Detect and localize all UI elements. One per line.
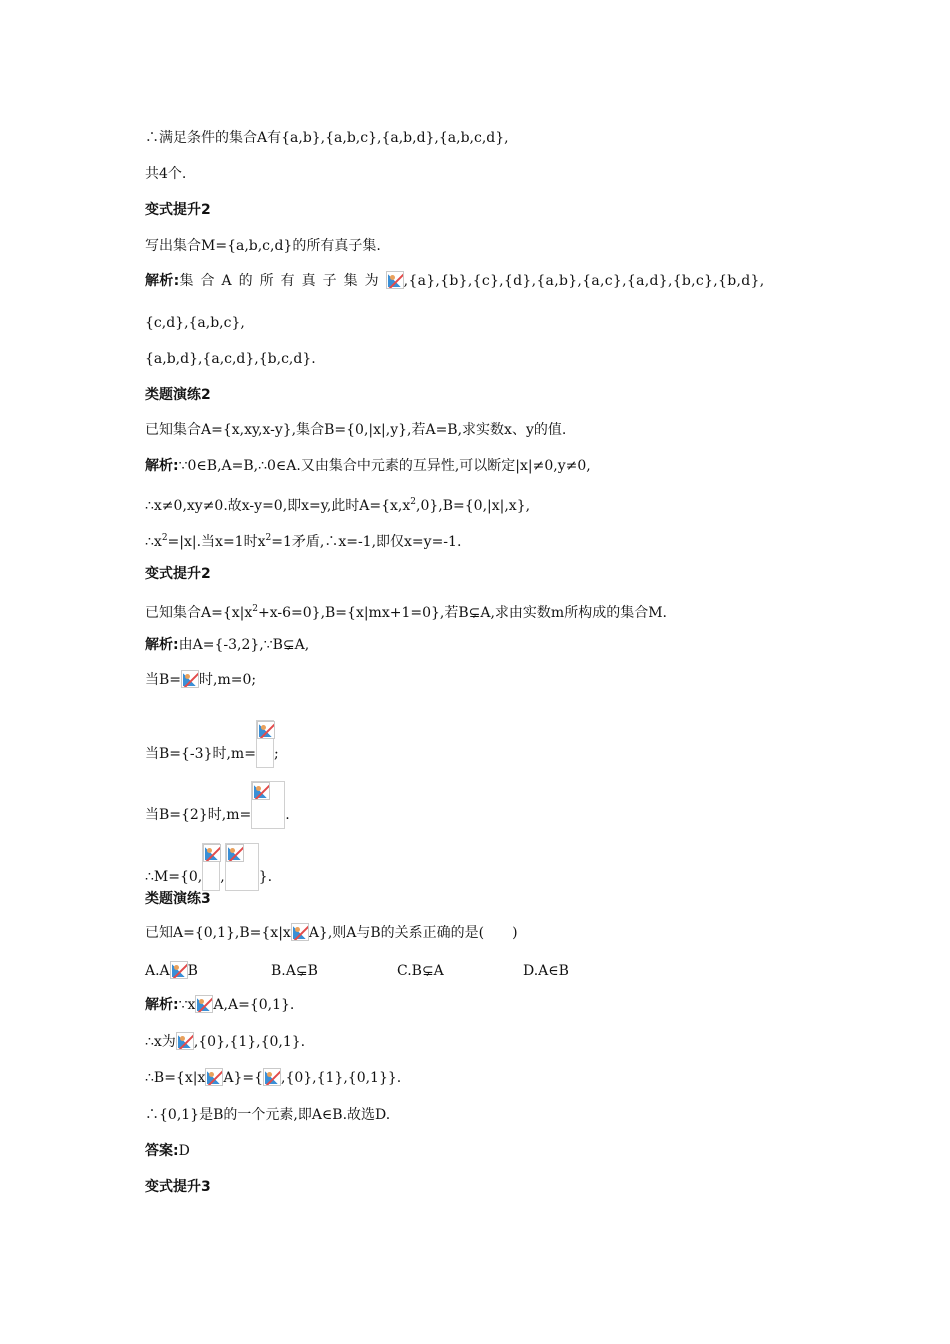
text-line [145, 923, 518, 943]
broken-image-icon [195, 995, 213, 1013]
line-text: ∴x [145, 534, 162, 550]
answer-value: D [178, 1143, 190, 1159]
section-heading: 变式提升3 [145, 1179, 211, 1195]
text-line [145, 420, 566, 440]
fraction-image-placeholder [256, 720, 274, 768]
line-text: {c,d},{a,b,c}, [145, 315, 245, 331]
text-line [145, 164, 186, 184]
broken-image-icon [205, 1068, 223, 1086]
text-line [145, 599, 667, 623]
option-c: C.B⊊A [397, 963, 444, 979]
line-text: ∴满足条件的集合A有{a,b},{a,b,c},{a,b,d},{a,b,c,d}, [145, 130, 509, 146]
section-heading: 变式提升2 [145, 202, 211, 218]
text-line [145, 1105, 390, 1125]
text-line [145, 781, 290, 829]
line-text: 当B={-3}时,m= [145, 746, 256, 762]
line-text: 已知集合A={x|x [145, 605, 253, 621]
option-text: A.A [145, 963, 170, 979]
solution-label: 解析: [145, 637, 179, 653]
line-text: 写出集合M={a,b,c,d}的所有真子集. [145, 238, 381, 254]
line-text: A},则A与B的关系正确的是( ) [308, 925, 518, 941]
line-text: =1矛盾,∴x=-1,即仅x=y=-1. [271, 534, 462, 550]
line-text: 已知A={0,1},B={x|x [145, 925, 291, 941]
section-heading: 类题演练3 [145, 891, 211, 907]
line-text: ∴{0,1}是B的一个元素,即A∈B.故选D. [145, 1107, 391, 1123]
broken-image-icon [181, 670, 199, 688]
line-text: 当B= [145, 672, 182, 688]
text-line [145, 349, 316, 369]
line-text: 由A={-3,2},∵B⊊A, [178, 637, 310, 653]
text-line [145, 720, 279, 768]
line-text: ∵x [178, 997, 196, 1013]
solution-label: 解析: [145, 458, 179, 474]
text-line [145, 492, 530, 516]
answer-label: 答案: [145, 1143, 179, 1159]
fraction-image-placeholder [251, 781, 285, 829]
line-text: ,{0},{1},{0,1}. [193, 1034, 306, 1050]
line-text: ; [273, 746, 279, 762]
superscript: 2 [410, 497, 417, 507]
option-a [145, 961, 198, 981]
line-text: A}={ [223, 1070, 263, 1086]
broken-image-icon [226, 844, 244, 862]
text-line [145, 313, 245, 333]
superscript: 2 [252, 604, 258, 614]
line-text: ∴B={x|x [145, 1070, 206, 1086]
broken-image-icon [263, 1068, 281, 1086]
text-line [145, 1068, 401, 1088]
line-text: ∵0∈B,A=B,∴0∈A.又由集合中元素的互异性,可以断定|x|≠0,y≠0, [178, 458, 591, 474]
fraction-image-placeholder [202, 843, 220, 891]
solution-line [145, 271, 764, 291]
option-b: B.A⊊B [271, 963, 318, 979]
line-text: . [285, 807, 290, 823]
line-text: 当B={2}时,m= [145, 807, 252, 823]
option-text: B [187, 963, 198, 979]
line-text: 时,m=0; [199, 672, 257, 688]
text-line [145, 236, 381, 256]
broken-image-icon [203, 844, 221, 862]
solution-line [145, 995, 294, 1015]
line-text: ,{a},{b},{c},{d},{a,b},{a,c},{a,d},{b,c},{b,d}, [403, 273, 765, 289]
line-text: ∴M={0, [145, 869, 203, 885]
broken-image-icon [176, 1032, 194, 1050]
text-line [145, 128, 509, 148]
line-text: 集合A的所有真子集为 [179, 273, 386, 289]
line-text: {a,b,d},{a,c,d},{b,c,d}. [145, 351, 316, 367]
line-text: =|x|.当x=1时x [167, 534, 266, 550]
line-text: 已知集合A={x,xy,x-y},集合B={0,|x|,y},若A=B,求实数x、y的值. [145, 422, 567, 438]
line-text: }. [258, 869, 273, 885]
text-line [145, 528, 461, 552]
line-text: ∴x为 [145, 1034, 176, 1050]
line-text: +x-6=0},B={x|mx+1=0},若B⊊A,求由实数m所构成的集合M. [258, 605, 667, 621]
broken-image-icon [257, 721, 275, 739]
line-text: , [220, 869, 225, 885]
line-text: ,0},B={0,|x|,x}, [416, 498, 531, 514]
superscript: 2 [161, 533, 168, 543]
broken-image-icon [291, 923, 309, 941]
option-d: D.A∈B [523, 963, 569, 979]
text-line [145, 1032, 305, 1052]
broken-image-icon [386, 271, 404, 289]
solution-line [145, 456, 591, 476]
line-text: ∴x≠0,xy≠0.故x-y=0,即x=y,此时A={x,x [145, 498, 411, 514]
text-line [145, 843, 272, 891]
section-heading: 变式提升2 [145, 566, 211, 582]
fraction-image-placeholder [225, 843, 259, 891]
solution-label: 解析: [145, 273, 180, 289]
answer-line [145, 1141, 190, 1161]
text-line [145, 670, 256, 690]
line-text: 共4个. [145, 166, 187, 182]
broken-image-icon [170, 961, 188, 979]
solution-label: 解析: [145, 997, 179, 1013]
superscript: 2 [265, 533, 272, 543]
solution-line [145, 635, 309, 655]
line-text: ,{0},{1},{0,1}}. [281, 1070, 402, 1086]
line-text: A,A={0,1}. [213, 997, 295, 1013]
broken-image-icon [252, 782, 270, 800]
section-heading: 类题演练2 [145, 387, 211, 403]
